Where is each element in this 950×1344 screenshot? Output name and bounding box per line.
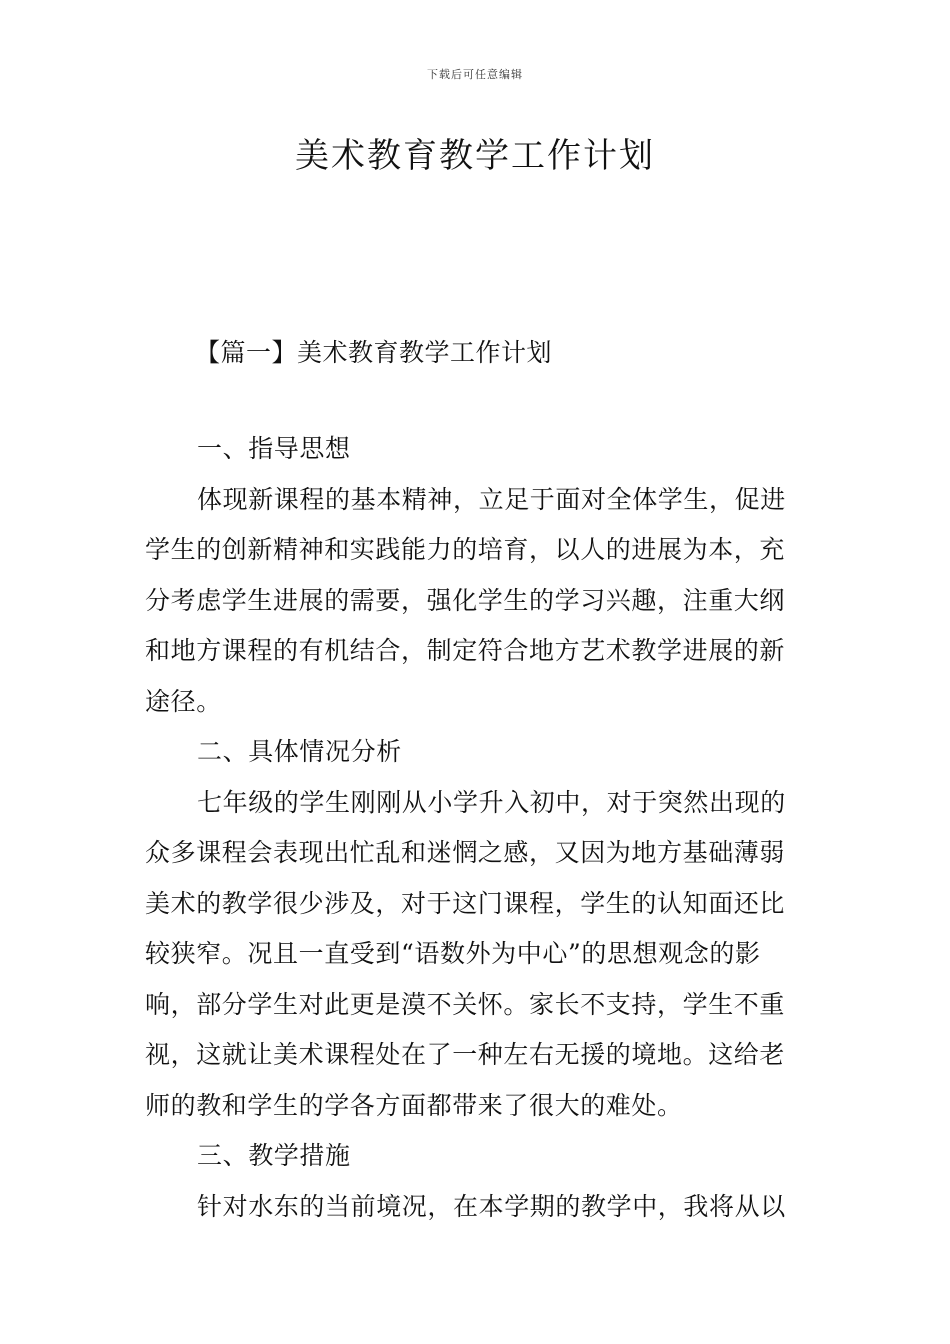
paragraph-line: 和地方课程的有机结合，制定符合地方艺术教学进展的新 [145,636,786,665]
paragraph-line: 体现新课程的基本精神，立足于面对全体学生，促进 [197,484,786,514]
header-note: 下载后可任意编辑 [427,68,523,81]
document-title: 美术教育教学工作计划 [295,136,655,176]
paragraph-line: 响，部分学生对此更是漠不关怀。家长不支持，学生不重 [145,989,786,1019]
paragraph-line: 分考虑学生进展的需要，强化学生的学习兴趣，注重大纲 [145,585,786,615]
section-heading: 三、教学措施 [197,1141,351,1170]
paragraph-line: 美术的教学很少涉及，对于这门课程，学生的认知面还比 [145,888,786,918]
section-heading: 一、指导思想 [197,434,351,463]
paragraph-line: 七年级的学生刚刚从小学升入初中，对于突然出现的 [197,787,786,817]
paragraph-line: 师的教和学生的学各方面都带来了很大的难处。 [145,1090,683,1120]
paragraph-line: 途径。 [145,686,222,716]
paragraph-line: 视，这就让美术课程处在了一种左右无援的境地。这给老 [145,1040,786,1069]
chapter-heading: 【篇一】美术教育教学工作计划 [195,338,553,367]
section-heading: 二、具体情况分析 [197,737,402,766]
paragraph-line: 学生的创新精神和实践能力的培育，以人的进展为本，充 [145,535,786,564]
document-body [145,424,810,1232]
paragraph-line: 众多课程会表现出忙乱和迷惘之感，又因为地方基础薄弱 [145,838,786,867]
paragraph-line: 针对水东的当前境况，在本学期的教学中，我将从以 [197,1191,786,1221]
paragraph-line: 较狭窄。况且一直受到“语数外为中心”的思想观念的影 [145,939,761,968]
